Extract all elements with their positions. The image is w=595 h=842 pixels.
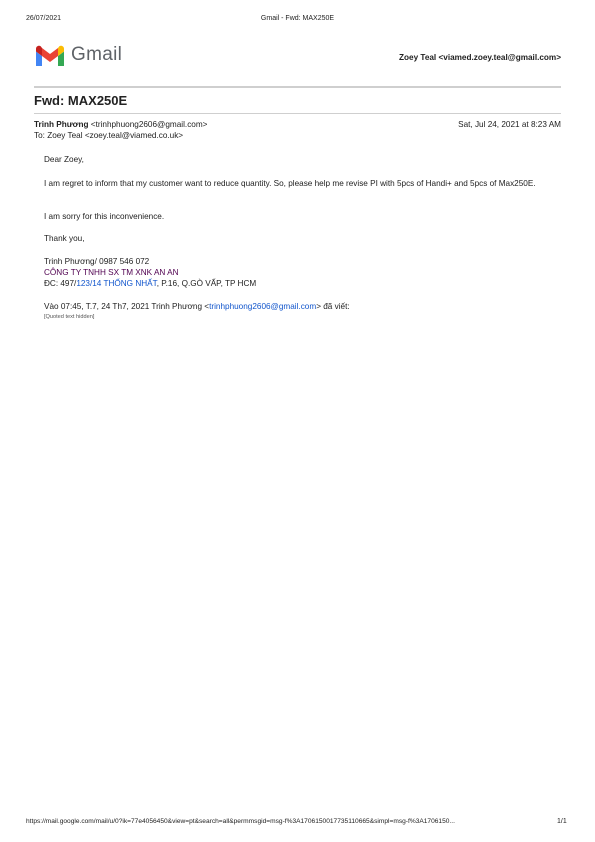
message-date: Sat, Jul 24, 2021 at 8:23 AM — [458, 120, 561, 129]
print-url: https://mail.google.com/mail/u/0?ik=77e4056450&view=pt&search=all&permmsgid=msg-f%3A1706150017735110665&simpl=msg-f%3A1706150... — [26, 818, 455, 825]
signature-company: CÔNG TY TNHH SX TM XNK AN AN — [44, 268, 179, 277]
signature-address — [44, 279, 256, 288]
gmail-logo-text: Gmail — [71, 44, 123, 65]
address-suffix: , P.16, Q.GÒ VẤP, TP HCM — [156, 279, 257, 288]
address-link[interactable]: 123/14 THỐNG NHẤT — [76, 279, 157, 288]
quoted-text-hidden[interactable]: [Quoted text hidden] — [44, 314, 95, 320]
sender-line — [34, 120, 207, 129]
account-label: Zoey Teal <viamed.zoey.teal@gmail.com> — [399, 53, 561, 62]
page-number: 1/1 — [557, 818, 567, 825]
signature-name-phone: Trinh Phương/ 0987 546 072 — [44, 257, 150, 266]
print-date: 26/07/2021 — [26, 15, 62, 22]
subject-divider — [34, 113, 561, 114]
sender-name: Trinh Phương — [34, 120, 89, 129]
body-paragraph-1: I am regret to inform that my customer want to reduce quantity. So, please help me revise PI with 5pcs of Handi+ and 5pcs of Max250E. — [44, 179, 536, 188]
email-subject: Fwd: MAX250E — [34, 93, 128, 108]
header-divider — [34, 86, 561, 88]
quote-header-suffix: > đã viết: — [316, 302, 350, 311]
recipient-line: To: Zoey Teal <zoey.teal@viamed.co.uk> — [34, 131, 184, 140]
quote-header — [44, 302, 350, 311]
closing: Thank you, — [44, 234, 85, 243]
quote-header-prefix: Vào 07:45, T.7, 24 Th7, 2021 Trinh Phương < — [44, 302, 210, 311]
body-paragraph-2: I am sorry for this inconvenience. — [44, 212, 165, 221]
quote-email-link[interactable]: trinhphuong2606@gmail.com — [209, 302, 317, 311]
gmail-logo[interactable] — [34, 44, 134, 70]
greeting: Dear Zoey, — [44, 155, 84, 164]
print-title: Gmail - Fwd: MAX250E — [260, 15, 335, 22]
gmail-m-icon — [34, 44, 66, 68]
address-prefix: ĐC: 497/ — [44, 279, 77, 288]
sender-email: <trinhphuong2606@gmail.com> — [90, 120, 208, 129]
